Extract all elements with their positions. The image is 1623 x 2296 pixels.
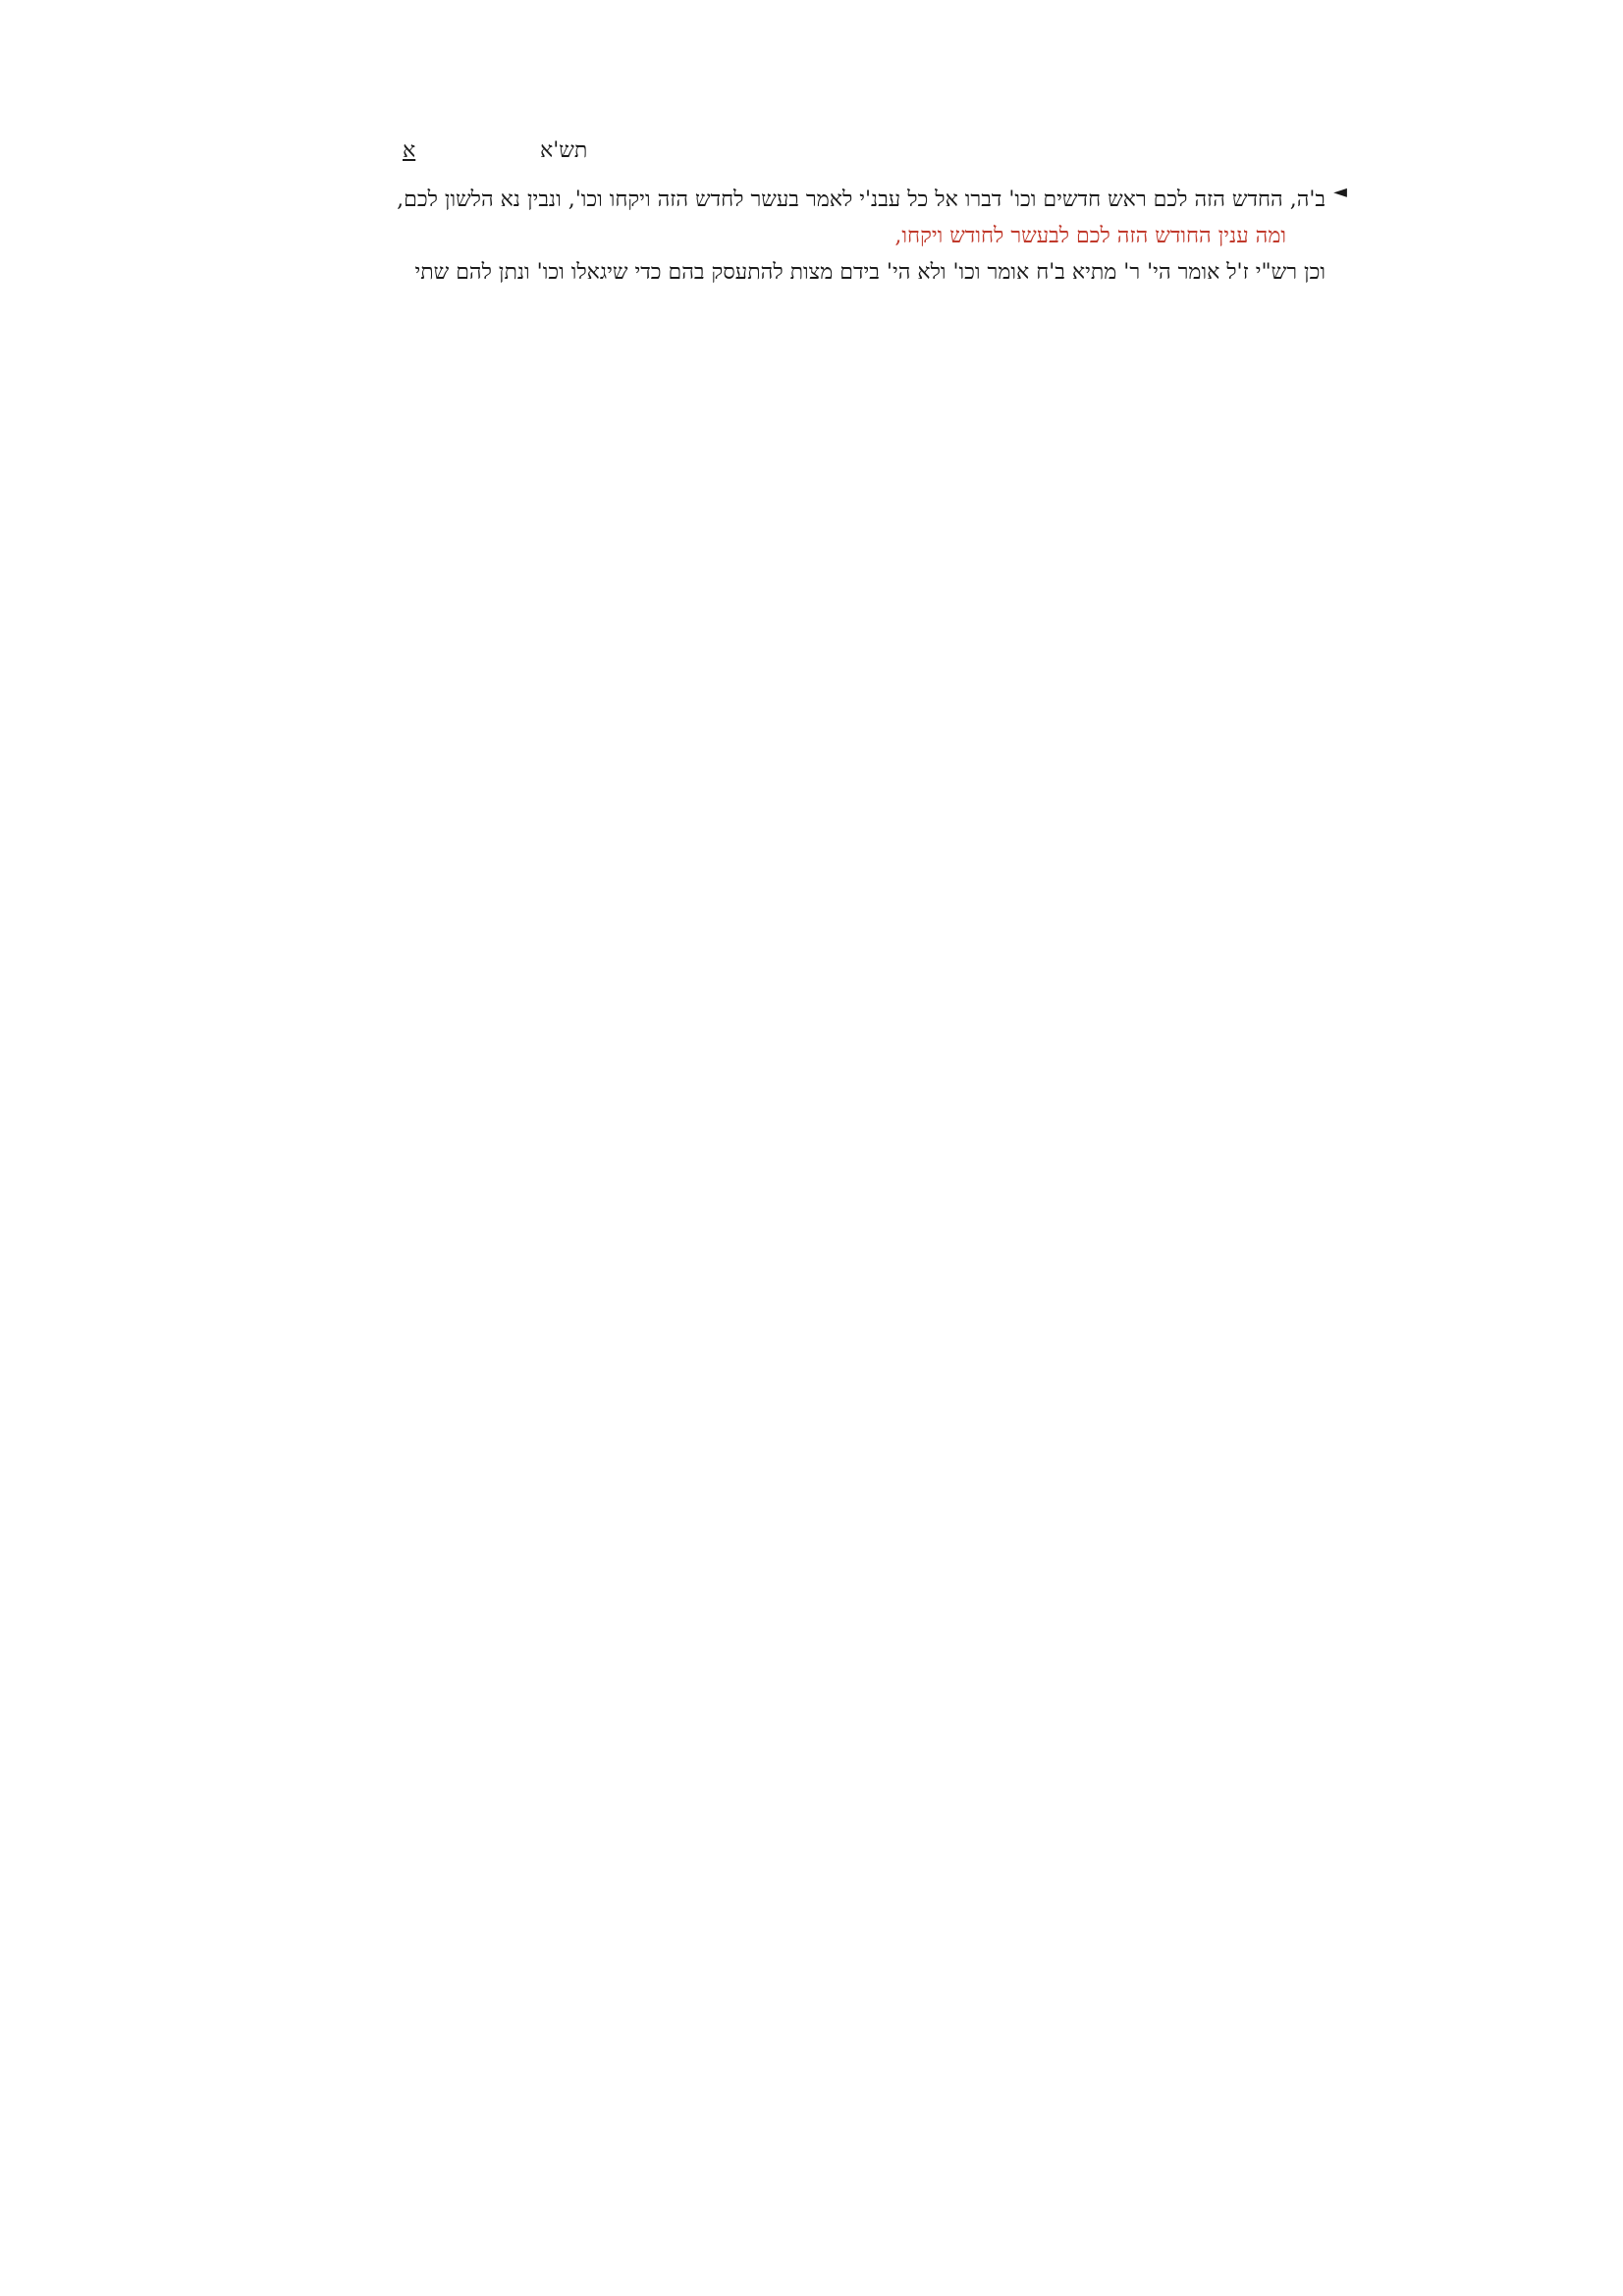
text-lines: [314, 182, 1325, 291]
page-header: [403, 137, 599, 177]
line-text: ב'ה, החדש הזה לכם ראש חדשים וכו' דברו אל כל עבנ'י לאמר בעשר לחדש הזה ויקחו וכו', ונבין נא הלשון לכם,: [397, 187, 1325, 212]
page-number: א: [403, 138, 416, 163]
paragraph-marker-icon: ◄: [1333, 182, 1347, 202]
page-title: תש'א: [540, 138, 588, 163]
text-line: [314, 218, 1325, 254]
text-line: [314, 182, 1325, 218]
line-text: וכן רש"י ז'ל אומר הי' ר' מתיא ב'ח אומר וכו' ולא הי' בידם מצות להתעסק בהם כדי שיגאלו וכו' ונתן להם שתי: [414, 260, 1325, 285]
manuscript-body: [314, 182, 1347, 291]
inserted-text: ומה ענין החודש הזה לכם לבעשר לחודש ויקחו,: [894, 224, 1286, 248]
text-line: [314, 254, 1325, 291]
